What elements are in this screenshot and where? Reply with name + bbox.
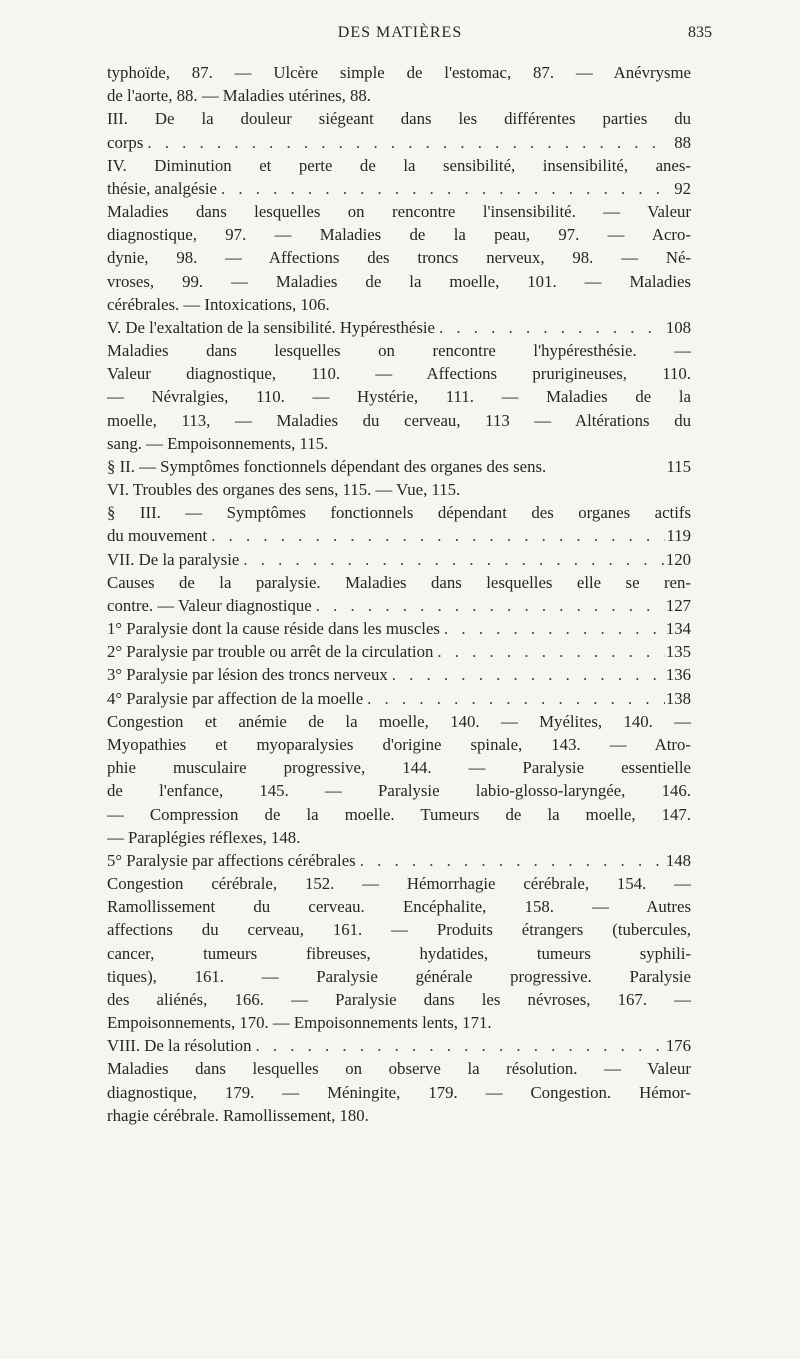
toc-text-line: — Compression de la moelle. Tumeurs de la moelle, 147. xyxy=(107,804,691,824)
toc-entry xyxy=(107,1034,691,1057)
toc-entry xyxy=(107,849,691,872)
toc-text-line: dynie, 98. — Affections des troncs nerveux, 98. — Né- xyxy=(107,248,691,268)
toc-text-line: Congestion et anémie de la moelle, 140. — Myélites, 140. — xyxy=(107,711,691,731)
toc-entry-label: thésie, analgésie xyxy=(107,178,217,198)
toc-entry xyxy=(107,663,691,686)
toc-entry xyxy=(107,131,691,154)
table-of-contents xyxy=(107,61,691,1127)
toc-entry xyxy=(107,177,691,200)
toc-entry-label: du mouvement xyxy=(107,526,208,546)
toc-entry-label: contre. — Valeur diagnostique xyxy=(107,595,312,615)
dot-leader xyxy=(207,524,665,547)
toc-text-line: — Paraplégies réflexes, 148. xyxy=(107,827,301,847)
toc-entry xyxy=(107,548,691,571)
toc-text-line: vroses, 99. — Maladies de la moelle, 101. — Maladies xyxy=(107,271,691,291)
toc-entry xyxy=(107,316,691,339)
toc-text-line: Maladies dans lesquelles on rencontre l'insensibilité. — Valeur xyxy=(107,202,691,222)
toc-text-line: Maladies dans lesquelles on rencontre l'hypéresthésie. — xyxy=(107,341,691,361)
toc-text-line: Causes de la paralysie. Maladies dans lesquelles elle se ren- xyxy=(107,572,691,592)
toc-text-line: typhoïde, 87. — Ulcère simple de l'estomac, 87. — Anévrysme xyxy=(107,63,691,82)
toc-entry xyxy=(107,524,691,547)
toc-text-line: de l'aorte, 88. — Maladies utérines, 88. xyxy=(107,86,371,106)
dot-leader xyxy=(312,594,665,617)
toc-page-number: 127 xyxy=(665,595,691,615)
toc-text-line: phie musculaire progressive, 144. — Paralysie essentielle xyxy=(107,758,691,778)
toc-text-line: III. De la douleur siégeant dans les différentes parties du xyxy=(107,109,691,129)
toc-text-line: Ramollissement du cerveau. Encéphalite, 158. — Autres xyxy=(107,897,691,917)
page-header xyxy=(0,24,800,48)
toc-text-line: Congestion cérébrale, 152. — Hémorrhagie cérébrale, 154. — xyxy=(107,874,691,894)
dot-leader xyxy=(217,177,665,200)
toc-entry-label: 1° Paralysie dont la cause réside dans les muscles xyxy=(107,619,440,639)
toc-entry-label: corps xyxy=(107,132,144,152)
toc-entry xyxy=(107,455,691,478)
toc-page-number: 119 xyxy=(666,526,691,546)
toc-entry xyxy=(107,594,691,617)
toc-text-line: affections du cerveau, 161. — Produits étrangers (tubercules, xyxy=(107,920,691,940)
toc-entry-label: § II. — Symptômes fonctionnels dépendant des organes des sens. xyxy=(107,456,547,476)
toc-page-number: 115 xyxy=(666,456,691,476)
dot-leader xyxy=(433,640,665,663)
toc-page-number: 176 xyxy=(665,1036,691,1056)
page-number: 835 xyxy=(688,24,712,41)
toc-page-number: 120 xyxy=(665,549,691,569)
dot-leader xyxy=(363,687,665,710)
toc-text-line: tiques), 161. — Paralysie générale progressive. Paralysie xyxy=(107,966,691,986)
toc-page-number: 148 xyxy=(665,850,691,870)
toc-entry xyxy=(107,687,691,710)
dot-leader xyxy=(251,1034,665,1057)
toc-text-line: des aliénés, 166. — Paralysie dans les névroses, 167. — xyxy=(107,989,691,1009)
toc-entry-label: 3° Paralysie par lésion des troncs nerveux xyxy=(107,665,388,685)
toc-text-line: Empoisonnements, 170. — Empoisonnements lents, 171. xyxy=(107,1013,492,1033)
toc-entry-label: 5° Paralysie par affections cérébrales xyxy=(107,850,356,870)
toc-text-line: diagnostique, 179. — Méningite, 179. — Congestion. Hémor- xyxy=(107,1082,691,1102)
dot-leader xyxy=(388,663,665,686)
toc-text-line: Myopathies et myoparalysies d'origine spinale, 143. — Atro- xyxy=(107,734,691,754)
toc-text-line: diagnostique, 97. — Maladies de la peau, 97. — Acro- xyxy=(107,225,691,245)
toc-text-line: IV. Diminution et perte de la sensibilité, insensibilité, anes- xyxy=(107,155,691,175)
toc-text-line: VI. Troubles des organes des sens, 115. — Vue, 115. xyxy=(107,480,461,500)
toc-text-line: de l'enfance, 145. — Paralysie labio-glosso-laryngée, 146. xyxy=(107,781,691,801)
toc-entry-label: VIII. De la résolution xyxy=(107,1036,252,1056)
toc-text-line: sang. — Empoisonnements, 115. xyxy=(107,433,329,453)
toc-page-number: 135 xyxy=(665,642,691,662)
toc-page-number: 108 xyxy=(665,317,691,337)
toc-page-number: 136 xyxy=(665,665,691,685)
toc-page-number: 138 xyxy=(665,688,691,708)
dot-leader xyxy=(435,316,665,339)
dot-leader xyxy=(440,617,665,640)
toc-text-line: rhagie cérébrale. Ramollissement, 180. xyxy=(107,1105,369,1125)
toc-entry xyxy=(107,640,691,663)
toc-text-line: moelle, 113, — Maladies du cerveau, 113 — Altérations du xyxy=(107,410,691,430)
toc-text-line: § III. — Symptômes fonctionnels dépendant des organes actifs xyxy=(107,503,691,523)
toc-text-line: cancer, tumeurs fibreuses, hydatides, tumeurs syphili- xyxy=(107,943,691,963)
dot-leader xyxy=(143,131,665,154)
toc-text-line: — Névralgies, 110. — Hystérie, 111. — Maladies de la xyxy=(107,387,691,407)
toc-entry-label: VII. De la paralysie xyxy=(107,549,240,569)
dot-leader xyxy=(356,849,665,872)
toc-text-line: Maladies dans lesquelles on observe la résolution. — Valeur xyxy=(107,1059,691,1079)
toc-entry-label: 4° Paralysie par affection de la moelle xyxy=(107,688,364,708)
toc-page-number: 134 xyxy=(665,619,691,639)
toc-page-number: 92 xyxy=(674,178,691,198)
toc-text-line: cérébrales. — Intoxications, 106. xyxy=(107,294,330,314)
toc-entry xyxy=(107,617,691,640)
dot-leader xyxy=(239,548,665,571)
toc-text-line: Valeur diagnostique, 110. — Affections prurigineuses, 110. xyxy=(107,364,691,384)
toc-entry-label: V. De l'exaltation de la sensibilité. Hypéresthésie xyxy=(107,317,435,337)
running-title: DES MATIÈRES xyxy=(337,24,463,41)
toc-page-number: 88 xyxy=(674,132,691,152)
toc-entry-label: 2° Paralysie par trouble ou arrêt de la circulation xyxy=(107,642,434,662)
